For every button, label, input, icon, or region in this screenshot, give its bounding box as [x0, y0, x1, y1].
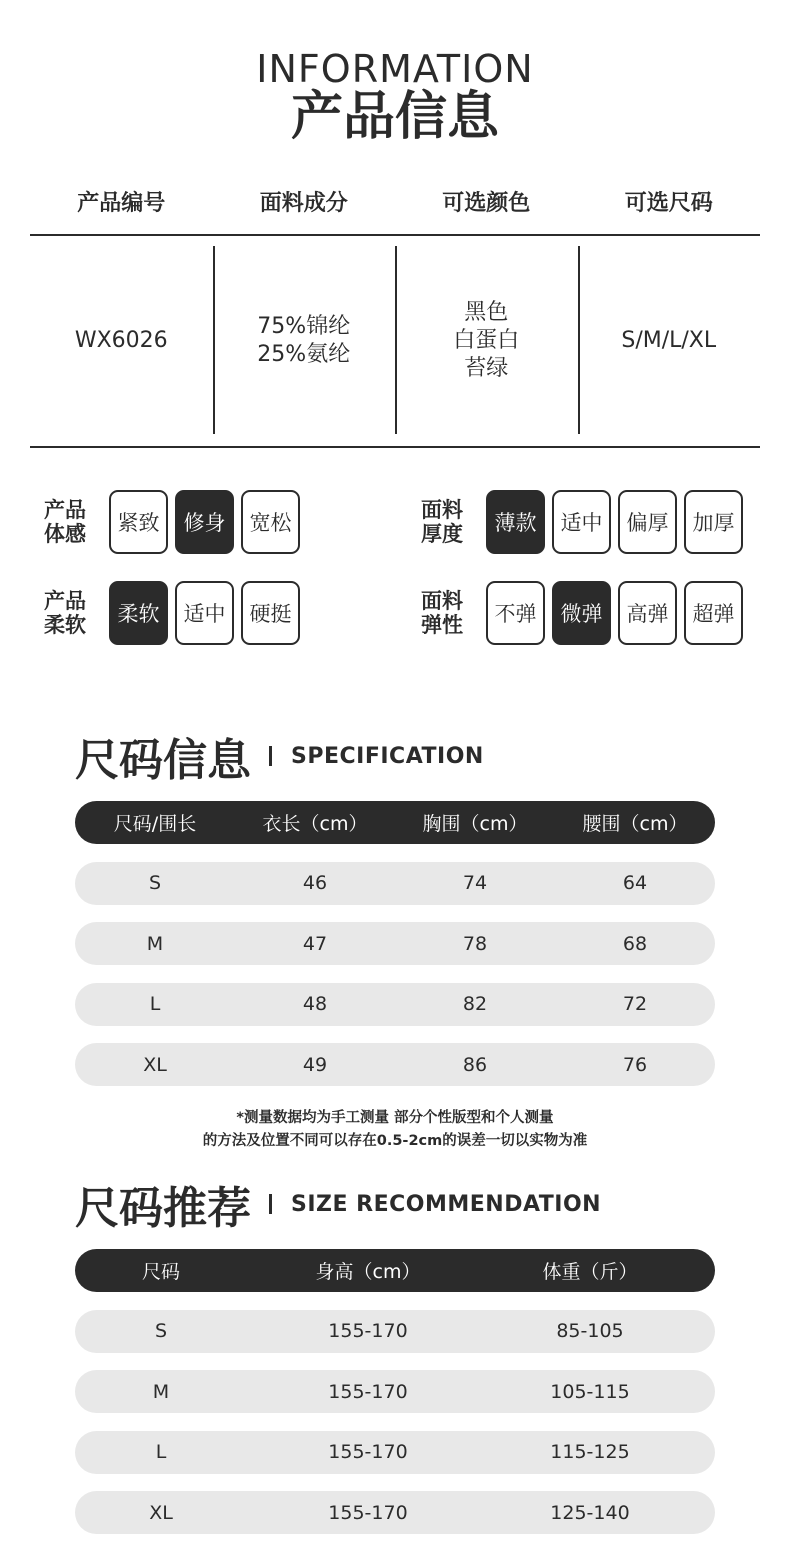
- color-option: 黑色: [464, 300, 509, 325]
- table-cell: 74: [462, 872, 488, 894]
- attr-body-feel: [44, 490, 300, 554]
- reco-title-zh: 尺码推荐: [75, 1183, 251, 1234]
- option-tag: 硬挺: [241, 581, 300, 645]
- attr-label: 面料 厚度: [421, 498, 463, 546]
- spec-section-title: [75, 724, 484, 788]
- option-tag: 超弹: [684, 581, 743, 645]
- table-cell: 72: [622, 993, 648, 1015]
- reco-table: [75, 1249, 715, 1552]
- option-tag-selected: 修身: [175, 490, 234, 554]
- attr-fabric-thickness: [421, 490, 743, 554]
- attr-elasticity: [421, 581, 743, 645]
- table-cell: 155-170: [328, 1380, 408, 1403]
- table-cell: M: [152, 1380, 170, 1403]
- info-table-header: [30, 182, 760, 236]
- option-tag: 适中: [552, 490, 611, 554]
- header-fabric: 面料成分: [259, 191, 348, 216]
- spec-table: [75, 801, 715, 1104]
- header-product-code: 产品编号: [77, 191, 166, 216]
- table-cell: S: [148, 872, 162, 894]
- size-list: S/M/L/XL: [621, 328, 717, 353]
- color-option: 白蛋白: [453, 328, 520, 353]
- fabric-cell: [213, 236, 396, 446]
- option-tag: 适中: [175, 581, 234, 645]
- color-option: 苔绿: [464, 356, 509, 381]
- sizes-cell: [578, 236, 761, 446]
- table-row: [75, 1431, 715, 1474]
- table-cell: 78: [462, 932, 488, 955]
- table-row: [75, 983, 715, 1026]
- option-tag: 宽松: [241, 490, 300, 554]
- measurement-note: [0, 1107, 790, 1153]
- header-cell: 体重（斤）: [542, 1261, 638, 1283]
- spec-title-en: SPECIFICATION: [291, 743, 484, 769]
- info-table-body: [30, 236, 760, 448]
- table-cell: 82: [462, 993, 488, 1015]
- fabric-line: 25%氨纶: [257, 342, 351, 367]
- title-divider: [269, 746, 272, 766]
- table-row: [75, 1043, 715, 1086]
- attr-softness: [44, 581, 300, 645]
- table-cell: 46: [302, 872, 328, 894]
- header-cell: 尺码/围长: [113, 813, 197, 835]
- title-divider: [269, 1194, 272, 1214]
- table-cell: XL: [149, 1501, 173, 1524]
- option-tag-selected: 柔软: [109, 581, 168, 645]
- table-cell: L: [155, 1441, 167, 1463]
- table-header-row: [75, 801, 715, 844]
- header-cell: 衣长（cm）: [262, 813, 368, 835]
- option-tag: 紧致: [109, 490, 168, 554]
- table-cell: 85-105: [556, 1320, 624, 1342]
- table-cell: 125-140: [550, 1501, 630, 1524]
- header-sizes: 可选尺码: [624, 191, 713, 216]
- table-cell: 47: [302, 932, 328, 955]
- table-cell: 76: [622, 1053, 648, 1076]
- title-zh: 产品信息: [290, 87, 499, 147]
- attr-label: 产品 柔软: [44, 589, 86, 637]
- header-cell: 腰围（cm）: [582, 813, 688, 835]
- table-cell: 105-115: [550, 1380, 630, 1403]
- option-tag-selected: 薄款: [486, 490, 545, 554]
- table-cell: XL: [143, 1053, 167, 1076]
- table-cell: 64: [622, 872, 648, 894]
- product-code: WX6026: [74, 328, 168, 353]
- table-cell: 86: [462, 1053, 488, 1076]
- header-cell: 尺码: [141, 1261, 180, 1283]
- header-colors: 可选颜色: [442, 191, 531, 216]
- reco-section-title: [75, 1172, 601, 1236]
- table-cell: 49: [302, 1053, 328, 1076]
- fabric-line: 75%锦纶: [257, 314, 351, 339]
- header-cell: 身高（cm）: [315, 1261, 421, 1283]
- attr-label: 产品 体感: [44, 498, 86, 546]
- option-tag: 加厚: [684, 490, 743, 554]
- table-cell: 155-170: [328, 1501, 408, 1524]
- table-cell: 155-170: [328, 1441, 408, 1463]
- spec-title-zh: 尺码信息: [75, 735, 251, 786]
- table-cell: 155-170: [328, 1320, 408, 1342]
- table-cell: S: [154, 1320, 168, 1342]
- table-cell: 68: [622, 932, 648, 955]
- option-tag: 高弹: [618, 581, 677, 645]
- option-tag-selected: 微弹: [552, 581, 611, 645]
- table-row: [75, 1370, 715, 1413]
- table-row: [75, 1310, 715, 1353]
- table-cell: 48: [302, 993, 328, 1015]
- table-row: [75, 1491, 715, 1534]
- header-cell: 胸围（cm）: [422, 813, 528, 835]
- note-line: 的方法及位置不同可以存在0.5-2cm的误差一切以实物为准: [202, 1133, 588, 1149]
- table-cell: 115-125: [550, 1441, 630, 1463]
- table-row: [75, 922, 715, 965]
- hero-header: [0, 48, 790, 146]
- option-tag: 不弹: [486, 581, 545, 645]
- title-en: INFORMATION: [256, 47, 534, 91]
- table-header-row: [75, 1249, 715, 1292]
- reco-title-en: SIZE RECOMMENDATION: [291, 1191, 602, 1217]
- option-tag: 偏厚: [618, 490, 677, 554]
- colors-cell: [395, 236, 578, 446]
- attr-label: 面料 弹性: [421, 589, 463, 637]
- product-code-cell: [30, 236, 213, 446]
- table-row: [75, 862, 715, 905]
- table-cell: M: [146, 932, 164, 955]
- note-line: *测量数据均为手工测量 部分个性版型和个人测量: [236, 1110, 554, 1126]
- table-cell: L: [149, 993, 161, 1015]
